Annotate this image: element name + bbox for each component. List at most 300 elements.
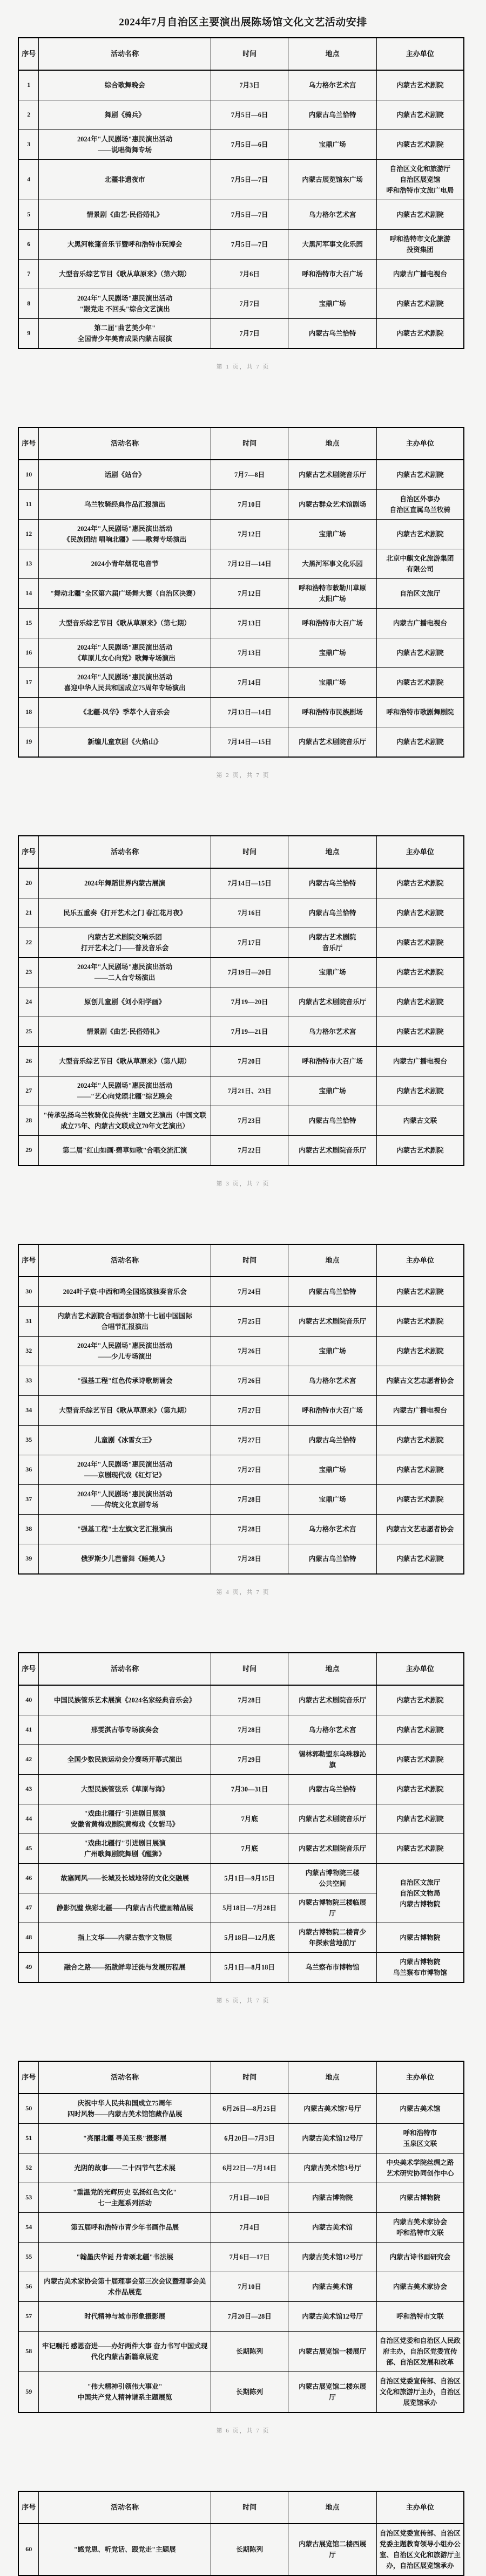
row-index: 46 bbox=[18, 1864, 39, 1893]
column-header-2: 时间 bbox=[211, 427, 288, 460]
cell-line: 《民族团结 唱响北疆》——歌舞专场演出 bbox=[63, 536, 187, 543]
header-row bbox=[18, 2491, 464, 2524]
activity-name bbox=[39, 1953, 211, 1983]
cell-line: 中国民族管乐艺术展演《2024名家经典音乐会》 bbox=[53, 1696, 196, 1704]
activity-name bbox=[39, 2524, 211, 2575]
table-row bbox=[18, 868, 464, 898]
activity-place bbox=[288, 2094, 376, 2124]
activity-place bbox=[288, 319, 376, 349]
cell-line: 内蒙古艺术剧院 bbox=[396, 1436, 444, 1444]
activity-organizer bbox=[376, 1426, 464, 1455]
column-header-0: 序号 bbox=[18, 2491, 39, 2524]
header-row bbox=[18, 1244, 464, 1277]
cell-line: 内蒙古乌兰恰特 bbox=[308, 1117, 356, 1125]
activity-time: 7月27日 bbox=[211, 1426, 288, 1455]
activity-name bbox=[39, 1396, 211, 1426]
table-row bbox=[18, 1047, 464, 1076]
cell-line: 光阴的故事——二十四节气艺术展 bbox=[74, 2164, 176, 2172]
activity-name bbox=[39, 230, 211, 260]
column-header-2: 时间 bbox=[211, 836, 288, 868]
activity-time: 7月14日—15日 bbox=[211, 727, 288, 758]
activity-place bbox=[288, 1893, 376, 1923]
activity-place bbox=[288, 2272, 376, 2302]
cell-line: 内蒙古艺术剧院 bbox=[396, 211, 444, 219]
cell-line: 内蒙古艺术剧院音乐厅 bbox=[299, 471, 367, 479]
cell-line: 广州歌舞剧院舞剧《醒狮》 bbox=[84, 1850, 166, 1858]
cell-line: 2024年"人民剧场"惠民演出活动 bbox=[77, 295, 173, 302]
row-index: 4 bbox=[18, 160, 39, 200]
activity-place bbox=[288, 130, 376, 160]
cell-line: 内蒙古乌兰恰特 bbox=[308, 909, 356, 917]
table-row bbox=[18, 1834, 464, 1864]
row-index: 22 bbox=[18, 928, 39, 958]
activity-place bbox=[288, 898, 376, 928]
activity-name bbox=[39, 490, 211, 520]
activity-place bbox=[288, 2524, 376, 2575]
cell-line: 呼和浩特市文化旅游 bbox=[389, 235, 451, 243]
activity-place bbox=[288, 1864, 376, 1893]
cell-line: 庆祝中华人民共和国成立75周年 bbox=[77, 2100, 172, 2107]
row-index: 58 bbox=[18, 2332, 39, 2372]
row-index: 42 bbox=[18, 1745, 39, 1775]
page-section bbox=[18, 1244, 468, 1596]
cell-line: 厅 bbox=[329, 2551, 336, 2559]
cell-line: 呼和浩特市民族剧场 bbox=[302, 708, 363, 716]
row-index: 3 bbox=[18, 130, 39, 160]
row-index: 23 bbox=[18, 958, 39, 987]
activity-name bbox=[39, 1366, 211, 1396]
activity-organizer bbox=[376, 200, 464, 230]
cell-line: 情景剧《曲艺·民俗婚礼》 bbox=[86, 211, 163, 219]
table-row bbox=[18, 130, 464, 160]
activity-place bbox=[288, 2302, 376, 2332]
cell-line: 内蒙古美术馆7号厅 bbox=[303, 2105, 361, 2112]
column-header-3: 地点 bbox=[288, 427, 376, 460]
activity-name bbox=[39, 1426, 211, 1455]
activity-name bbox=[39, 579, 211, 609]
row-index: 5 bbox=[18, 200, 39, 230]
activity-time: 7月20日—28日 bbox=[211, 2302, 288, 2332]
cell-line: 民乐五重奏《打开艺术之门 春江花月夜》 bbox=[63, 909, 187, 917]
activity-name bbox=[39, 1834, 211, 1864]
cell-line: 内蒙古艺术剧院 bbox=[396, 1288, 444, 1296]
table-row bbox=[18, 928, 464, 958]
row-index: 37 bbox=[18, 1485, 39, 1515]
table-row bbox=[18, 1685, 464, 1715]
cell-line: 七一主题系列活动 bbox=[98, 2199, 152, 2207]
activity-time: 7月20日 bbox=[211, 1047, 288, 1076]
cell-line: 2024小青年烟花电音节 bbox=[91, 560, 159, 568]
activity-name bbox=[39, 2302, 211, 2332]
row-index: 18 bbox=[18, 698, 39, 727]
row-index: 33 bbox=[18, 1366, 39, 1396]
cell-line: 内蒙古博物院 bbox=[400, 1900, 441, 1908]
cell-line: ——京剧现代戏《红灯记》 bbox=[84, 1471, 166, 1479]
column-header-2: 时间 bbox=[211, 1653, 288, 1685]
table-row bbox=[18, 1515, 464, 1544]
activity-name bbox=[39, 200, 211, 230]
page-footer: 第 5 页，共 7 页 bbox=[216, 1998, 270, 2004]
activity-place bbox=[288, 1745, 376, 1775]
cell-line: 内蒙古博物院 bbox=[400, 1934, 441, 1941]
activity-organizer bbox=[376, 2094, 464, 2124]
activity-time: 5月1日—9月15日 bbox=[211, 1864, 288, 1893]
activity-name bbox=[39, 1745, 211, 1775]
cell-line: 中国共产党人精神谱系主题展览 bbox=[77, 2394, 172, 2401]
activity-time: 7月10日 bbox=[211, 2272, 288, 2302]
cell-line: 大型民族管弦乐《草原与海》 bbox=[80, 1786, 169, 1793]
cell-line: 内蒙古艺术剧院 bbox=[396, 1347, 444, 1355]
cell-line: 北京中麒文化旅游集团 bbox=[386, 555, 454, 562]
activity-time: 6月20日—7月3日 bbox=[211, 2124, 288, 2154]
cell-line: 《草原儿女心向党》歌舞专场演出 bbox=[74, 655, 176, 662]
column-header-3: 地点 bbox=[288, 836, 376, 868]
activity-organizer bbox=[376, 130, 464, 160]
cell-line: 内蒙古艺术剧院 bbox=[396, 530, 444, 538]
activity-name bbox=[39, 1515, 211, 1544]
column-header-4: 主办单位 bbox=[376, 427, 464, 460]
column-header-1: 活动名称 bbox=[39, 2061, 211, 2094]
table-row bbox=[18, 1715, 464, 1745]
table-row bbox=[18, 100, 464, 130]
schedule-table bbox=[18, 37, 464, 349]
cell-line: 呼和浩特市大召广场 bbox=[302, 1407, 363, 1414]
activity-name bbox=[39, 2094, 211, 2124]
cell-line: 艺术研究协同创作中心 bbox=[386, 2170, 454, 2177]
cell-line: 内蒙古艺术剧院 bbox=[396, 1726, 444, 1734]
activity-organizer bbox=[376, 260, 464, 289]
cell-line: 自治区直属乌兰牧骑 bbox=[389, 506, 451, 514]
activity-organizer bbox=[376, 1775, 464, 1804]
cell-line: 呼和浩特市大召广场 bbox=[302, 270, 363, 278]
activity-name bbox=[39, 2213, 211, 2243]
activity-organizer bbox=[376, 289, 464, 319]
cell-line: ——说唱街舞专场 bbox=[98, 146, 152, 154]
activity-place bbox=[288, 70, 376, 100]
activity-place bbox=[288, 260, 376, 289]
activity-time: 长期陈列 bbox=[211, 2524, 288, 2575]
cell-line: 大黑河军事文化乐园 bbox=[302, 241, 363, 248]
page-section bbox=[18, 1652, 468, 2005]
activity-organizer bbox=[376, 898, 464, 928]
cell-line: 乌力格尔艺术宫 bbox=[308, 1525, 356, 1533]
activity-time: 7月5日—6日 bbox=[211, 130, 288, 160]
activity-time: 7月23日 bbox=[211, 1106, 288, 1136]
row-index: 39 bbox=[18, 1544, 39, 1575]
column-header-2: 时间 bbox=[211, 2491, 288, 2524]
page-section bbox=[18, 427, 468, 779]
cell-line: 2024年"人民剧场"惠民演出活动 bbox=[77, 525, 173, 533]
cell-line: 内蒙古艺术剧院 bbox=[396, 81, 444, 89]
activity-name bbox=[39, 160, 211, 200]
table-row bbox=[18, 579, 464, 609]
column-header-0: 序号 bbox=[18, 38, 39, 70]
activity-name bbox=[39, 1893, 211, 1923]
row-index: 40 bbox=[18, 1685, 39, 1715]
cell-line: 宝鼎广场 bbox=[319, 1496, 346, 1503]
activity-place bbox=[288, 1337, 376, 1366]
activity-name bbox=[39, 289, 211, 319]
activity-place bbox=[288, 2213, 376, 2243]
cell-line: 内蒙古艺术剧院 bbox=[396, 679, 444, 686]
cell-line: 大型音乐综艺节目《歌从草原来》（第九期） bbox=[59, 1407, 191, 1414]
row-index: 17 bbox=[18, 668, 39, 698]
activity-organizer bbox=[376, 2272, 464, 2302]
activity-name bbox=[39, 868, 211, 898]
cell-line: 2024年"人民剧场"惠民演出活动 bbox=[77, 673, 173, 681]
activity-name bbox=[39, 2243, 211, 2272]
cell-line: 时代精神与城市形象摄影展 bbox=[84, 2313, 166, 2320]
activity-name bbox=[39, 460, 211, 490]
activity-time: 7月1日—10日 bbox=[211, 2183, 288, 2213]
cell-line: "伟大精神引领伟大事业" bbox=[87, 2383, 163, 2390]
cell-line: 内蒙古美术家协会 bbox=[393, 2218, 447, 2226]
activity-place bbox=[288, 1366, 376, 1396]
page-footer: 第 1 页，共 7 页 bbox=[216, 364, 270, 370]
activity-time: 7月19—21日 bbox=[211, 1017, 288, 1047]
activity-place bbox=[288, 2372, 376, 2413]
cell-line: 内蒙古艺术剧院 bbox=[396, 141, 444, 148]
cell-line: 内蒙古艺术剧院 bbox=[396, 939, 444, 946]
row-index: 57 bbox=[18, 2302, 39, 2332]
cell-line: 投资集团 bbox=[406, 246, 434, 254]
activity-organizer bbox=[376, 1834, 464, 1864]
table-row bbox=[18, 1804, 464, 1834]
header-row bbox=[18, 2061, 464, 2094]
activity-organizer bbox=[376, 1047, 464, 1076]
cell-line: 内蒙古艺术剧院 bbox=[396, 1028, 444, 1035]
cell-line: 内蒙古乌兰恰特 bbox=[308, 1786, 356, 1793]
activity-organizer bbox=[376, 1685, 464, 1715]
cell-line: 有限公司 bbox=[406, 565, 434, 573]
row-index: 16 bbox=[18, 638, 39, 668]
activity-place bbox=[288, 727, 376, 758]
table-row bbox=[18, 520, 464, 549]
table-row bbox=[18, 1106, 464, 1136]
cell-line: 内蒙古美术家协会第十届理事会第三次会议暨理事会美术作品展览 bbox=[44, 2278, 206, 2296]
activity-place bbox=[288, 2124, 376, 2154]
activity-place bbox=[288, 868, 376, 898]
row-index: 8 bbox=[18, 289, 39, 319]
cell-line: "亮丽北疆 寻美玉泉"摄影展 bbox=[83, 2135, 167, 2142]
cell-line: 内蒙古美术馆3号厅 bbox=[303, 2164, 361, 2172]
row-index: 20 bbox=[18, 868, 39, 898]
cell-line: 大型音乐综艺节目《歌从草原来》（第六期） bbox=[59, 270, 191, 278]
activity-organizer bbox=[376, 2302, 464, 2332]
row-index: 52 bbox=[18, 2154, 39, 2183]
cell-line: 静影沉璧 焕彩北疆——内蒙古古代壁画精品展 bbox=[56, 1904, 193, 1912]
activity-time: 7月28日 bbox=[211, 1485, 288, 1515]
activity-organizer bbox=[376, 1366, 464, 1396]
cell-line: 内蒙古文联 bbox=[403, 1117, 437, 1125]
activity-organizer bbox=[376, 2154, 464, 2183]
activity-organizer bbox=[376, 2183, 464, 2213]
cell-line: 内蒙古美术馆12号厅 bbox=[302, 2135, 363, 2142]
cell-line: 乌兰牧骑经典作品汇报演出 bbox=[84, 501, 166, 508]
cell-line: 内蒙古艺术剧院音乐厅 bbox=[299, 1845, 367, 1852]
activity-name bbox=[39, 1047, 211, 1076]
column-header-4: 主办单位 bbox=[376, 836, 464, 868]
cell-line: 2024年"人民剧场"惠民演出活动 bbox=[77, 1082, 173, 1089]
activity-name bbox=[39, 2154, 211, 2183]
column-header-0: 序号 bbox=[18, 836, 39, 868]
cell-line: 内蒙古艺术剧院 bbox=[396, 738, 444, 746]
activity-name bbox=[39, 70, 211, 100]
activity-name bbox=[39, 1715, 211, 1745]
activity-place bbox=[288, 1455, 376, 1485]
activity-place bbox=[288, 1715, 376, 1745]
activity-name bbox=[39, 130, 211, 160]
activity-time: 7月21日、23日 bbox=[211, 1076, 288, 1106]
schedule-table bbox=[18, 835, 464, 1166]
table-row bbox=[18, 958, 464, 987]
cell-line: 自治区文旅厅 bbox=[400, 1878, 441, 1886]
cell-line: "感党恩、听党话、跟党走"主题展 bbox=[73, 2546, 176, 2553]
cell-line: 牢记嘱托 感恩奋进——办好两件大事 奋力书写中国式现代化内蒙古新篇章展览 bbox=[42, 2342, 208, 2361]
activity-name bbox=[39, 1544, 211, 1575]
schedule-table bbox=[18, 427, 464, 758]
activity-name bbox=[39, 958, 211, 987]
column-header-3: 地点 bbox=[288, 2061, 376, 2094]
column-header-3: 地点 bbox=[288, 1244, 376, 1277]
cell-line: "强基工程"红色传承诗歌朗诵会 bbox=[77, 1377, 173, 1385]
activity-time: 5月1日—8月18日 bbox=[211, 1953, 288, 1983]
cell-line: 儿童剧《冰雪女王》 bbox=[94, 1436, 156, 1444]
row-index: 11 bbox=[18, 490, 39, 520]
activity-name bbox=[39, 2124, 211, 2154]
row-index: 51 bbox=[18, 2124, 39, 2154]
page-section bbox=[18, 2061, 468, 2435]
activity-organizer bbox=[376, 1953, 464, 1983]
row-index: 12 bbox=[18, 520, 39, 549]
activity-time: 7月30—31日 bbox=[211, 1775, 288, 1804]
activity-organizer bbox=[376, 230, 464, 260]
schedule-table bbox=[18, 2061, 464, 2413]
activity-time: 7月17日 bbox=[211, 928, 288, 958]
cell-line: 自治区展览馆 bbox=[400, 176, 441, 183]
activity-organizer bbox=[376, 1715, 464, 1745]
activity-name bbox=[39, 609, 211, 638]
activity-organizer bbox=[376, 1515, 464, 1544]
cell-line: 2024年"人民剧场"惠民演出活动 bbox=[77, 963, 173, 971]
cell-line: 内蒙古艺术剧院 bbox=[396, 1496, 444, 1503]
activity-place bbox=[288, 1307, 376, 1337]
cell-line: 内蒙古广播电视台 bbox=[393, 270, 447, 278]
page-section bbox=[18, 835, 468, 1188]
activity-time: 7月12日 bbox=[211, 520, 288, 549]
row-index: 15 bbox=[18, 609, 39, 638]
activity-time: 6月22日—7月14日 bbox=[211, 2154, 288, 2183]
row-index: 41 bbox=[18, 1715, 39, 1745]
cell-line: 宝鼎广场 bbox=[319, 1087, 346, 1095]
table-row bbox=[18, 2124, 464, 2154]
row-index: 14 bbox=[18, 579, 39, 609]
cell-line: 2024年"人民剧场"惠民演出活动 bbox=[77, 1342, 173, 1350]
cell-line: 乌力格尔艺术宫 bbox=[308, 1726, 356, 1734]
activity-organizer bbox=[376, 1485, 464, 1515]
cell-line: 锡林郭勒盟东乌珠穆沁 bbox=[299, 1750, 367, 1758]
cell-line: 自治区文旅厅 bbox=[400, 590, 441, 597]
cell-line: 第五届呼和浩特市青少年书画作品展 bbox=[71, 2224, 179, 2231]
cell-line: 内蒙古博物院 bbox=[400, 2194, 441, 2202]
cell-line: 情景剧《曲艺·民俗婚礼》 bbox=[86, 1028, 163, 1035]
table-row bbox=[18, 698, 464, 727]
page-title: 2024年7月自治区主要演出展陈场馆文化文艺活动安排 bbox=[119, 17, 367, 28]
activity-time: 7月6日 bbox=[211, 260, 288, 289]
table-row bbox=[18, 319, 464, 349]
activity-time: 7月28日 bbox=[211, 1715, 288, 1745]
table-row bbox=[18, 2372, 464, 2413]
table-row bbox=[18, 1366, 464, 1396]
cell-line: 呼和浩特市文旅广电局 bbox=[386, 187, 454, 194]
cell-line: 内蒙古展览馆二楼西展 bbox=[299, 2540, 367, 2548]
activity-name bbox=[39, 638, 211, 668]
activity-organizer bbox=[376, 1923, 464, 1953]
table-row bbox=[18, 1076, 464, 1106]
cell-line: 乌力格尔艺术宫 bbox=[308, 1377, 356, 1385]
table-row bbox=[18, 1396, 464, 1426]
activity-place bbox=[288, 2332, 376, 2372]
activity-time: 7月7日 bbox=[211, 289, 288, 319]
cell-line: 内蒙古艺术剧院音乐厅 bbox=[299, 738, 367, 746]
cell-line: 内蒙古博物院三楼 bbox=[305, 1869, 360, 1877]
cell-line: 原创儿童剧《刘小阳学画》 bbox=[84, 998, 166, 1006]
cell-line: 内蒙古艺术剧院音乐厅 bbox=[299, 1696, 367, 1704]
activity-time: 7月27日 bbox=[211, 1455, 288, 1485]
row-index: 30 bbox=[18, 1277, 39, 1307]
activity-place bbox=[288, 928, 376, 958]
cell-line: 乌兰察布市博物馆 bbox=[305, 1964, 360, 1971]
column-header-1: 活动名称 bbox=[39, 836, 211, 868]
cell-line: 呼和浩特市大召广场 bbox=[302, 619, 363, 627]
activity-organizer bbox=[376, 520, 464, 549]
activity-time: 7月12日 bbox=[211, 579, 288, 609]
column-header-2: 时间 bbox=[211, 38, 288, 70]
table-row bbox=[18, 260, 464, 289]
activity-time: 7月29日 bbox=[211, 1745, 288, 1775]
activity-time: 7月4日 bbox=[211, 2213, 288, 2243]
activity-name bbox=[39, 1307, 211, 1337]
table-row bbox=[18, 2154, 464, 2183]
cell-line: 内蒙古艺术剧院音乐厅 bbox=[299, 1815, 367, 1823]
page-footer: 第 2 页，共 7 页 bbox=[216, 772, 270, 779]
column-header-3: 地点 bbox=[288, 2491, 376, 2524]
activity-organizer bbox=[376, 987, 464, 1017]
activity-place bbox=[288, 1544, 376, 1575]
column-header-1: 活动名称 bbox=[39, 1244, 211, 1277]
activity-organizer bbox=[376, 668, 464, 698]
activity-organizer bbox=[376, 2524, 464, 2575]
table-row bbox=[18, 70, 464, 100]
cell-line: 内蒙古美术馆 bbox=[312, 2224, 353, 2231]
table-row bbox=[18, 200, 464, 230]
activity-time: 7月13日 bbox=[211, 638, 288, 668]
row-index: 25 bbox=[18, 1017, 39, 1047]
row-index: 34 bbox=[18, 1396, 39, 1426]
activity-name bbox=[39, 1076, 211, 1106]
table-row bbox=[18, 1864, 464, 1893]
table-row bbox=[18, 668, 464, 698]
row-index: 54 bbox=[18, 2213, 39, 2243]
cell-line: 2024年"人民剧场"惠民演出活动 bbox=[77, 1461, 173, 1468]
table-row bbox=[18, 2332, 464, 2372]
activity-time: 7月5日—6日 bbox=[211, 100, 288, 130]
row-index: 21 bbox=[18, 898, 39, 928]
cell-line: 《北疆·风华》季萃个人音乐会 bbox=[79, 708, 170, 716]
cell-line: 乌力格尔艺术宫 bbox=[308, 1028, 356, 1035]
row-index: 48 bbox=[18, 1923, 39, 1953]
activity-name bbox=[39, 898, 211, 928]
